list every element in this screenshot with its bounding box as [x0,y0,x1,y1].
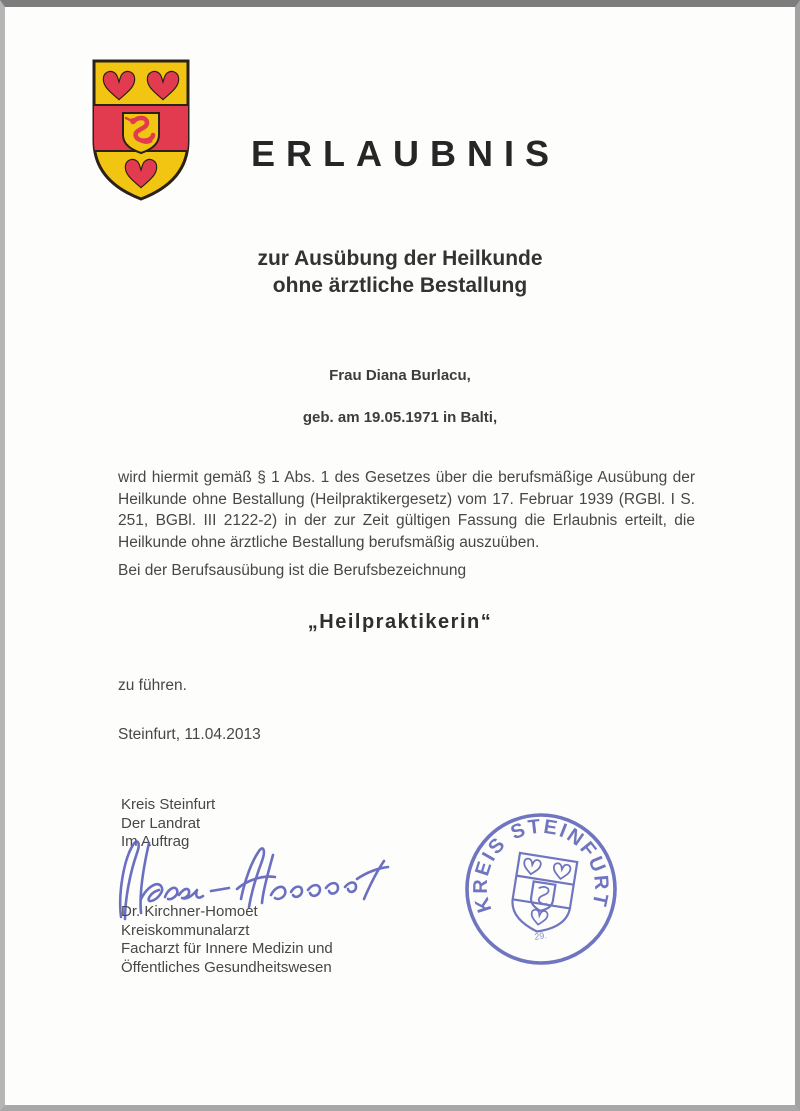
signer-title: Kreiskommunalarzt [121,921,250,939]
official-stamp [455,803,627,975]
signer-block [121,903,333,977]
stamp-graphic [455,803,627,975]
issuer-line-authority: Kreis Steinfurt [121,796,216,813]
recipient-birthdate: geb. am 19.05.1971 in Balti, [302,409,498,426]
subtitle-line-2: ohne ärztliche Bestallung [272,274,528,297]
body-paragraph: wird hiermit gemäß § 1 Abs. 1 des Gesetzes über die berufsmäßige Ausübung der Heilkunde ohne Bestallung (Heilpraktikergesetz) vom 17. Februar 1939 (RGBl. I S. 251, BGBl. III 2122-2) in der zur Zeit gültigen Fassung die Erlaubnis erteilt, die Heilkunde ohne ärztliche Bestallung berufsmäßig auszuüben. [118,469,695,551]
page-title: ERLAUBNIS [250,133,560,174]
issuer-line-office: Der Landrat [121,814,201,832]
subtitle-line-1: zur Ausübung der Heilkunde [257,247,543,270]
coat-of-arms-graphic [90,57,192,203]
profession-title: „Heilpraktikerin“ [307,611,493,633]
stamp-shield [508,853,577,936]
signer-specialty-line-1: Facharzt für Innere Medizin und [121,940,333,957]
recipient-name: Frau Diana Burlacu, [329,367,471,384]
stamp-number: 29. [533,930,548,942]
stamp-text: KREIS STEINFURT [469,815,613,916]
document-subtitle [5,245,795,299]
place-date: Steinfurt, 11.04.2013 [118,726,261,743]
coat-of-arms [90,57,192,203]
profession-intro: Bei der Berufsausübung ist die Berufsbezeichnung [118,562,467,579]
signer-specialty-line-2: Öffentliches Gesundheitswesen [121,958,332,976]
profession-outro: zu führen. [118,677,187,694]
signer-name: Dr. Kirchner-Homoet [121,903,258,920]
issuer-line-by-order: Im Auftrag [121,833,190,850]
